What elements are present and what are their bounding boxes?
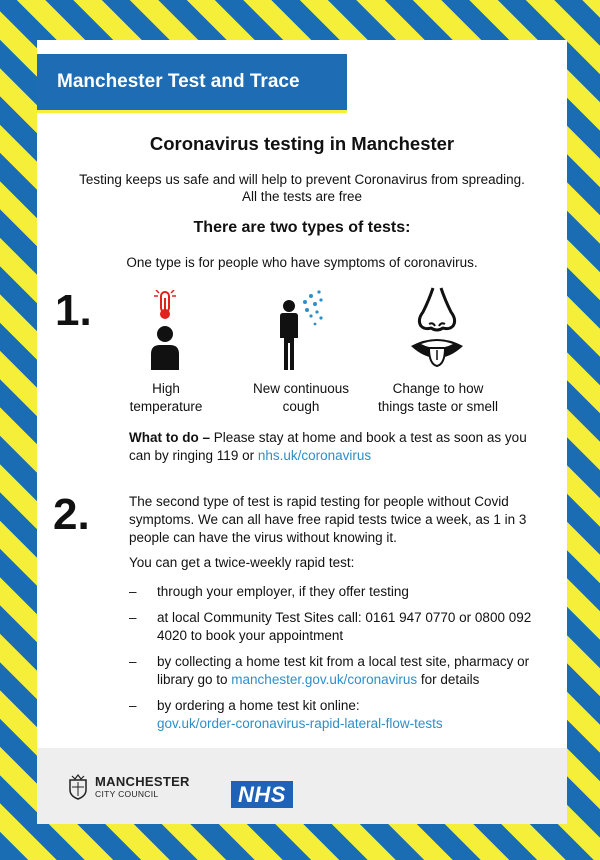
nose-mouth-icon	[407, 286, 467, 370]
list-item-text: by ordering a home test kit online:	[157, 698, 360, 713]
list-item	[129, 583, 549, 601]
nhs-coronavirus-link[interactable]: nhs.uk/coronavirus	[257, 448, 372, 463]
symptom-caption-line: temperature	[129, 399, 203, 414]
intro-text	[57, 171, 547, 205]
what-to-do-text	[129, 429, 549, 465]
banner-rule	[37, 110, 347, 113]
list-item-text: at local Community Test Sites call: 0161 947 0770 or 0800 092 4020 to book your appointment	[157, 610, 532, 643]
bullet-dash: –	[129, 698, 137, 713]
leaflet-card	[37, 40, 567, 824]
page-title: Coronavirus testing in Manchester	[149, 133, 455, 154]
council-name: MANCHESTER	[95, 774, 190, 789]
list-item-text: by collecting a home test kit from a local test site, pharmacy or library go to	[157, 654, 530, 687]
symptom-caption-temperature	[113, 380, 219, 416]
list-item	[129, 609, 549, 645]
rapid-testing-paragraph: The second type of test is rapid testing for people without Covid symptoms. We can all have free rapid tests twice a week, as 1 in 3 people can have the virus without knowing it.	[129, 494, 527, 545]
rapid-test-lead: You can get a twice-weekly rapid test:	[129, 555, 355, 570]
coughing-person-icon	[273, 288, 329, 372]
bullet-dash: –	[129, 654, 137, 669]
section-2-number: 2.	[53, 490, 90, 539]
bullet-dash: –	[129, 584, 137, 599]
symptom-caption-line: things taste or smell	[377, 399, 499, 414]
list-item	[129, 653, 549, 689]
symptom-caption-taste	[367, 380, 509, 416]
symptom-caption-line: High	[152, 381, 180, 396]
council-crest-icon	[67, 774, 89, 800]
manchester-coronavirus-link[interactable]: manchester.gov.uk/coronavirus	[231, 672, 418, 687]
bullet-dash: –	[129, 610, 137, 625]
symptom-caption-line: New continuous	[252, 381, 350, 396]
footer	[37, 748, 567, 824]
section-1-number: 1.	[55, 286, 92, 335]
what-to-do-body: Please stay at home and book a test as soon as you can by ringing 119 or	[129, 430, 527, 463]
manchester-city-council-logo	[67, 774, 190, 800]
gov-order-test-link[interactable]: gov.uk/order-coronavirus-rapid-lateral-flow-tests	[157, 716, 443, 731]
symptom-caption-line: cough	[282, 399, 320, 414]
thermometer-person-icon	[141, 290, 189, 372]
what-to-do-label: What to do –	[129, 430, 210, 445]
tests-subheading: There are two types of tests:	[193, 219, 411, 236]
banner-title: Manchester Test and Trace	[37, 54, 347, 110]
rapid-test-options-list	[129, 583, 549, 741]
intro-line-2: All the tests are free	[241, 189, 363, 204]
nhs-logo: NHS	[231, 781, 293, 808]
list-item	[129, 697, 549, 733]
council-subtitle: CITY COUNCIL	[95, 789, 159, 799]
symptom-caption-cough	[233, 380, 369, 416]
intro-line-1: Testing keeps us safe and will help to prevent Coronavirus from spreading.	[79, 172, 525, 187]
list-item-text-after: for details	[417, 672, 480, 687]
list-item-text: through your employer, if they offer testing	[157, 584, 409, 599]
section-1-lead: One type is for people who have symptoms of coronavirus.	[126, 255, 478, 270]
symptom-caption-line: Change to how	[392, 381, 484, 396]
